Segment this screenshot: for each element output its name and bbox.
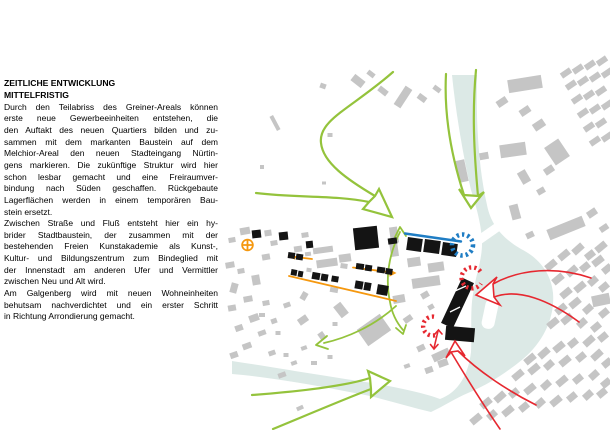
existing-building [555, 374, 569, 387]
text-line: der Innenstadt am anderen Ufer und Vermittler [4, 264, 218, 275]
existing-building [599, 223, 610, 233]
plus-circle-marker [242, 240, 253, 251]
new-building [311, 272, 320, 280]
existing-building [403, 363, 410, 369]
new-building [356, 263, 365, 270]
existing-building [243, 295, 253, 302]
existing-building [523, 382, 537, 395]
text-line: brider Stadtbaustein, der zusammen mit der [4, 229, 218, 240]
text-line: Zwischen Straße und Fluß entsteht hier ein hy- [4, 218, 218, 229]
existing-building [590, 321, 602, 333]
existing-building [294, 245, 303, 252]
existing-building [518, 105, 531, 117]
section-title-line-2: MITTELFRISTIG [4, 89, 69, 100]
existing-building [257, 329, 266, 336]
existing-building [571, 242, 585, 255]
existing-building [549, 394, 563, 407]
existing-building [565, 79, 577, 90]
new-building [377, 266, 386, 273]
new-building [331, 275, 339, 282]
existing-building [225, 261, 235, 268]
existing-building [479, 152, 489, 160]
existing-building [350, 74, 365, 88]
existing-building [229, 351, 239, 359]
existing-building [283, 301, 291, 308]
existing-building [583, 89, 595, 100]
existing-building [299, 291, 308, 301]
existing-building [427, 303, 435, 310]
existing-building [228, 304, 237, 311]
existing-building [262, 300, 270, 306]
red-double-arrow [431, 330, 443, 349]
existing-building [517, 169, 531, 185]
text-line: sammen mit dem markanten Baustein auf dem [4, 136, 218, 147]
existing-building [571, 93, 583, 104]
existing-building [577, 107, 589, 118]
existing-building [316, 258, 338, 269]
existing-building [259, 313, 265, 317]
existing-building [432, 85, 441, 94]
existing-building [311, 361, 317, 365]
existing-building [394, 86, 413, 109]
existing-building [565, 264, 579, 277]
new-building [354, 280, 363, 289]
existing-building [567, 337, 579, 349]
existing-building [237, 268, 245, 274]
section-title-line-1: ZEITLICHE ENTWICKLUNG [4, 78, 116, 88]
existing-building [239, 227, 250, 236]
hybrid-building [441, 278, 475, 343]
existing-building [527, 362, 541, 375]
existing-building [403, 314, 414, 324]
existing-building [584, 59, 596, 70]
text-line: in Richtung Arrondierung gemacht. [4, 311, 135, 322]
existing-building [591, 293, 610, 308]
existing-building [586, 207, 598, 218]
existing-building [313, 246, 334, 255]
existing-building [583, 121, 595, 132]
new-building [291, 269, 298, 276]
existing-building [598, 281, 610, 293]
new-building [320, 273, 328, 281]
existing-building [306, 268, 312, 273]
existing-building [577, 75, 589, 86]
existing-building [269, 115, 280, 131]
text-line: Melchior-Areal den neuen Stadteingang Nürtin- [4, 148, 218, 159]
existing-building [242, 342, 253, 351]
existing-building [559, 286, 573, 299]
existing-building [469, 412, 483, 425]
existing-building [588, 369, 600, 381]
existing-building [532, 118, 546, 131]
existing-building [540, 379, 552, 391]
existing-building [582, 303, 594, 315]
new-building [406, 237, 423, 252]
existing-building [589, 103, 601, 114]
existing-building [333, 302, 349, 319]
new-building [385, 268, 393, 275]
existing-building [596, 387, 608, 399]
existing-building [284, 353, 289, 357]
green-funnel-arrow-southeast [256, 72, 393, 217]
text-line: behutsam nachverdichtet und ein erster Schritt [4, 299, 218, 310]
new-building [279, 232, 289, 241]
existing-building [534, 397, 546, 409]
existing-building [572, 373, 584, 385]
existing-building [573, 280, 587, 293]
new-building [423, 239, 441, 254]
existing-building [300, 345, 307, 351]
existing-building [499, 142, 527, 158]
existing-building [417, 93, 428, 103]
new-building [376, 284, 389, 296]
existing-building [584, 249, 596, 261]
existing-building [543, 164, 555, 175]
text-line: stein ersetzt. [4, 206, 53, 217]
existing-building [301, 232, 309, 238]
new-building [363, 282, 371, 291]
new-building [288, 252, 296, 259]
text-line: Kultur- und Bildungszentrum zum Bindeglied mit [4, 253, 218, 264]
existing-building [228, 237, 236, 243]
existing-building [537, 346, 551, 359]
existing-building [305, 252, 311, 257]
existing-building [290, 360, 297, 366]
existing-building [536, 186, 546, 195]
existing-building [546, 216, 585, 240]
text-line: zwischen Neu und Alt wird. [4, 276, 106, 287]
existing-building [319, 83, 326, 90]
existing-building [572, 63, 584, 74]
existing-building [262, 253, 271, 260]
red-focus-sunburst-lower [423, 317, 435, 336]
existing-building [328, 133, 333, 137]
existing-building [552, 340, 566, 353]
existing-building [333, 322, 338, 326]
existing-building [597, 331, 609, 343]
existing-building [511, 368, 525, 381]
existing-building [276, 331, 281, 335]
new-building [296, 254, 304, 261]
text-line: Am Galgenberg wird mit neuen Wohneinheiten [4, 288, 218, 299]
text-line: Lagerflächen werden in einem temporären Bau- [4, 194, 218, 205]
existing-building [420, 290, 430, 299]
existing-building [575, 351, 587, 363]
existing-building [270, 318, 277, 325]
existing-building [576, 317, 588, 329]
text-line: gens markieren. Die zukünftige Struktur wird hier [4, 159, 218, 170]
existing-building [544, 258, 558, 271]
new-building [252, 230, 262, 239]
existing-building [598, 307, 610, 319]
existing-building [493, 390, 507, 403]
existing-building [601, 131, 610, 142]
existing-building [507, 75, 543, 93]
existing-building [544, 139, 570, 166]
existing-building [270, 240, 278, 246]
existing-building [251, 274, 261, 285]
existing-building [601, 67, 610, 78]
existing-building [377, 86, 389, 97]
existing-building [495, 96, 508, 108]
existing-building [601, 357, 610, 369]
new-building [365, 265, 373, 272]
existing-building [589, 71, 601, 82]
existing-building [596, 55, 608, 66]
existing-building [264, 230, 272, 237]
existing-building [297, 314, 309, 325]
existing-building [260, 165, 264, 169]
existing-building [557, 248, 571, 261]
existing-building [590, 348, 604, 361]
existing-building [568, 296, 582, 309]
new-building [306, 241, 314, 249]
existing-building [366, 70, 375, 79]
existing-building [416, 344, 426, 353]
existing-building [601, 99, 610, 110]
green-arrowhead [363, 189, 392, 217]
existing-building [340, 263, 348, 269]
existing-building [234, 324, 244, 332]
existing-building [601, 263, 610, 275]
new-building [353, 226, 379, 250]
existing-building [339, 253, 352, 263]
existing-building [558, 354, 572, 367]
existing-building [322, 182, 326, 185]
existing-building [229, 282, 238, 293]
existing-building [600, 377, 610, 389]
existing-building [407, 257, 421, 268]
text-line: bindung nach Süden geschaffen. Rückgebaute [4, 183, 218, 194]
existing-building [411, 275, 440, 289]
existing-building [328, 355, 333, 359]
existing-building [248, 313, 260, 323]
existing-building [582, 334, 596, 347]
existing-building [424, 366, 434, 374]
existing-building [509, 204, 522, 221]
existing-building [582, 389, 594, 401]
existing-building [594, 240, 608, 253]
existing-building [566, 391, 578, 403]
existing-building [427, 261, 444, 272]
text-line: bestehenden Freien Kunstakademie als Kunst-, [4, 241, 218, 252]
existing-building [268, 349, 276, 356]
text-line: erste neue Gewerbeeinheiten entstehen, die [4, 113, 218, 124]
existing-building [296, 405, 304, 412]
existing-building [579, 261, 591, 273]
existing-building [525, 231, 535, 240]
existing-building [551, 272, 565, 285]
existing-building [560, 67, 572, 78]
existing-building [501, 404, 515, 417]
existing-building [595, 117, 607, 128]
existing-building [595, 85, 607, 96]
text-line: Durch den Teilabriss des Greiner-Areals können [4, 101, 218, 112]
new-building [388, 237, 398, 244]
text-line: den Auftakt des neuen Quartiers bilden und zu- [4, 124, 218, 135]
existing-building [589, 135, 601, 146]
existing-building [392, 294, 405, 304]
new-building [298, 271, 304, 278]
existing-building [543, 359, 555, 371]
existing-building [518, 401, 530, 413]
text-line: schon lesbar gemacht und eine Freiraumver- [4, 171, 218, 182]
